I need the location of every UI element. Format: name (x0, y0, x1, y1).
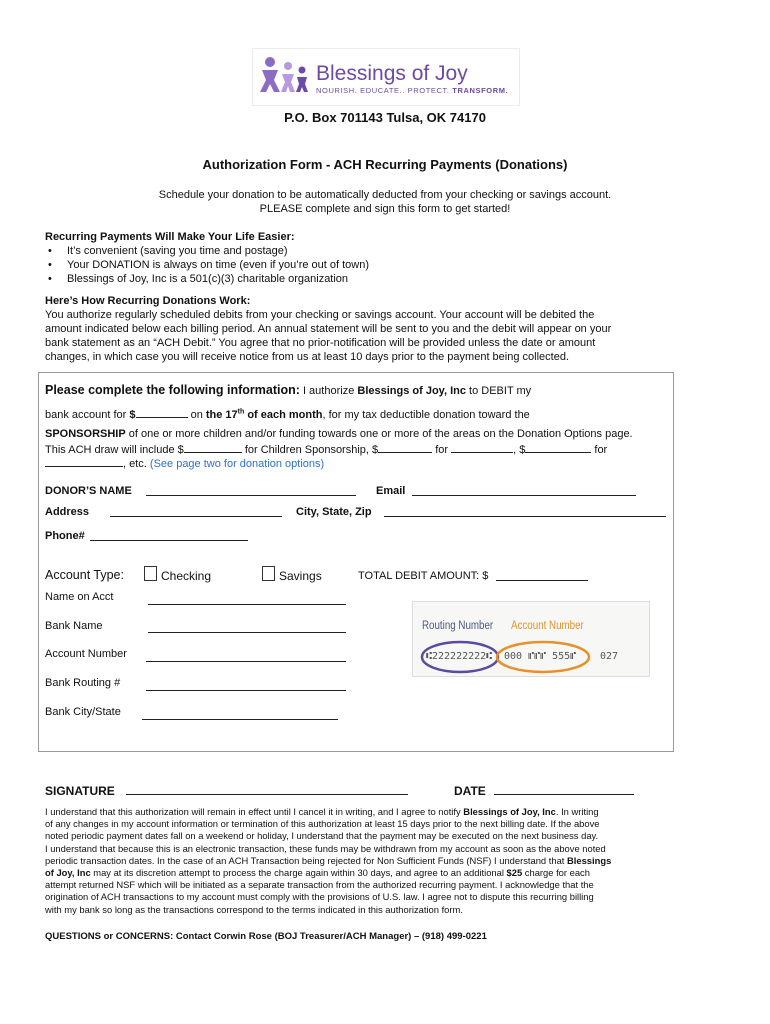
intro-line-2: PLEASE complete and sign this form to get started! (259, 203, 511, 215)
terms-line: periodic transaction dates. In the case of an ACH Transaction being rejected for Non Sufficient Funds (NSF) I understand that Blessings (45, 854, 612, 866)
other-amount-field-2[interactable] (525, 442, 591, 453)
name-on-acct-field[interactable] (148, 594, 346, 605)
etc-line: , etc. (See page two for donation options) (45, 456, 324, 470)
savings-checkbox[interactable] (262, 566, 275, 581)
terms-line: of Joy, Inc may at its discretion attempt to process the charge again within 30 days, and agree to an additional $25 charge for each (45, 867, 590, 879)
donor-name-label: DONOR’S NAME (45, 485, 132, 497)
amount-line: bank account for $ on the 17th of each month, for my tax deductible donation toward the (45, 408, 530, 421)
address-field[interactable] (110, 506, 282, 517)
bank-routing-label: Bank Routing # (45, 677, 121, 689)
questions-contact: QUESTIONS or CONCERNS: Contact Corwin Rose (BOJ Treasurer/ACH Manager) – (918) 499-0221 (45, 931, 487, 942)
account-number-field[interactable] (146, 651, 346, 662)
form-title: Authorization Form - ACH Recurring Payments (Donations) (202, 157, 568, 172)
routing-digits: ⑆222222222⑆ (426, 651, 493, 662)
name-on-acct-label: Name on Acct (45, 591, 114, 603)
bank-name-field[interactable] (148, 622, 346, 633)
benefit-item: • Your DONATION is always on time (even if you’re out of town) (45, 258, 725, 272)
terms-line: with my bank so long as the transactions correspond to the terms indicated in this authorization form. (45, 903, 463, 915)
terms-line: I understand that this authorization will remain in effect until I cancel it in writing, and I agree to notify Blessings of Joy, Inc. In writing (45, 806, 599, 817)
date-field[interactable] (494, 784, 634, 795)
email-field[interactable] (412, 485, 636, 496)
terms-line: origination of ACH transactions to my account must comply with the provisions of U.S. law. I agree not to dispute this recurring billing (45, 891, 594, 903)
how-line: bank statement as an “ACH Debit.” You agree that no prior-notification will be provided unless the date or amount (45, 337, 596, 349)
bank-name-label: Bank Name (45, 620, 103, 632)
terms-line: I understand that because this is an electronic transaction, these funds may be withdrawn from my account as soon as the above noted (45, 842, 606, 854)
org-name: Blessings of Joy, Inc (357, 385, 466, 397)
donation-options-link[interactable]: (See page two for donation options) (149, 458, 325, 470)
sponsorship-line: SPONSORSHIP of one or more children and/or funding towards one or more of the areas on the Donation Options page. (45, 428, 633, 440)
benefit-item: • It’s convenient (saving you time and postage) (45, 244, 725, 258)
intro-text (0, 188, 770, 216)
other-area-field-1[interactable] (451, 442, 513, 453)
intro-line-1: Schedule your donation to be automatically deducted from your checking or savings account. (158, 189, 612, 201)
check-number-digits: 027 (600, 651, 619, 662)
how-line: amount indicated below each billing period. An annual statement will be sent to you and the debit will appear on your (45, 323, 612, 335)
email-label: Email (376, 485, 406, 497)
bank-city-state-label: Bank City/State (45, 706, 121, 718)
org-address: P.O. Box 701143 Tulsa, OK 74170 (284, 110, 486, 125)
info-heading-line: Please complete the following information: I authorize Blessings of Joy, Inc to DEBIT my (45, 383, 532, 397)
account-digits: 000 ⑈⑈⑈ 555⑈ (504, 651, 577, 662)
how-heading: Here’s How Recurring Donations Work: (45, 295, 251, 307)
account-number-caption: Account Number (511, 620, 584, 632)
how-section (45, 294, 725, 364)
info-heading: Please complete the following information: (45, 383, 300, 397)
account-number-label: Account Number (45, 648, 127, 660)
phone-label: Phone# (45, 530, 85, 542)
logo-name: Blessings of Joy (316, 62, 468, 85)
address-label: Address (45, 506, 90, 518)
signature-field[interactable] (126, 784, 408, 795)
date-label: DATE (454, 784, 486, 798)
terms-line: of any changes in my account information or termination of this authorization at least 15 days prior to the next billing date. If the above (45, 818, 600, 830)
bank-routing-field[interactable] (146, 680, 346, 691)
city-state-zip-field[interactable] (384, 506, 666, 517)
benefits-heading: Recurring Payments Will Make Your Life Easier: (45, 231, 295, 243)
benefit-item: • Blessings of Joy, Inc is a 501(c)(3) charitable organization (45, 272, 725, 286)
other-area-field-2[interactable] (45, 456, 123, 467)
savings-option[interactable]: Savings (262, 566, 322, 583)
logo-icon (258, 52, 316, 98)
logo-tagline: NOURISH. EDUCATE.. PROTECT. TRANSFORM. (316, 86, 509, 95)
how-line: You authorize regularly scheduled debits from your checking or savings account. Your account will be debited the (45, 309, 595, 321)
children-sponsorship-amount-field[interactable] (184, 442, 242, 453)
benefits-section (45, 230, 725, 286)
bank-city-state-field[interactable] (142, 709, 338, 720)
other-amount-field-1[interactable] (378, 442, 432, 453)
routing-number-caption: Routing Number (422, 620, 494, 632)
terms-text (45, 806, 735, 916)
ach-draw-line: This ACH draw will include $ for Children Sponsorship, $ for , $ for (45, 444, 608, 456)
checking-option[interactable]: Checking (144, 566, 211, 583)
total-debit-field[interactable] (496, 570, 588, 581)
phone-field[interactable] (90, 530, 248, 541)
how-line: changes, in which case you will receive notice from us at least 10 days prior to the payment being collected. (45, 351, 569, 363)
donor-name-field[interactable] (146, 485, 356, 496)
account-type-label: Account Type: (45, 568, 124, 582)
terms-line: noted periodic payment dates fall on a weekend or holiday, I understand that the payment may be executed on the next business day. (45, 830, 599, 842)
monthly-amount-field[interactable] (136, 407, 188, 418)
total-debit-label: TOTAL DEBIT AMOUNT: $ (358, 570, 489, 582)
signature-label: SIGNATURE (45, 784, 115, 798)
terms-line: attempt returned NSF which will be initiated as a separate transaction from the authorized recurring payment. I acknowledge that the (45, 879, 594, 891)
checking-checkbox[interactable] (144, 566, 157, 581)
city-state-zip-label: City, State, Zip (296, 506, 372, 518)
